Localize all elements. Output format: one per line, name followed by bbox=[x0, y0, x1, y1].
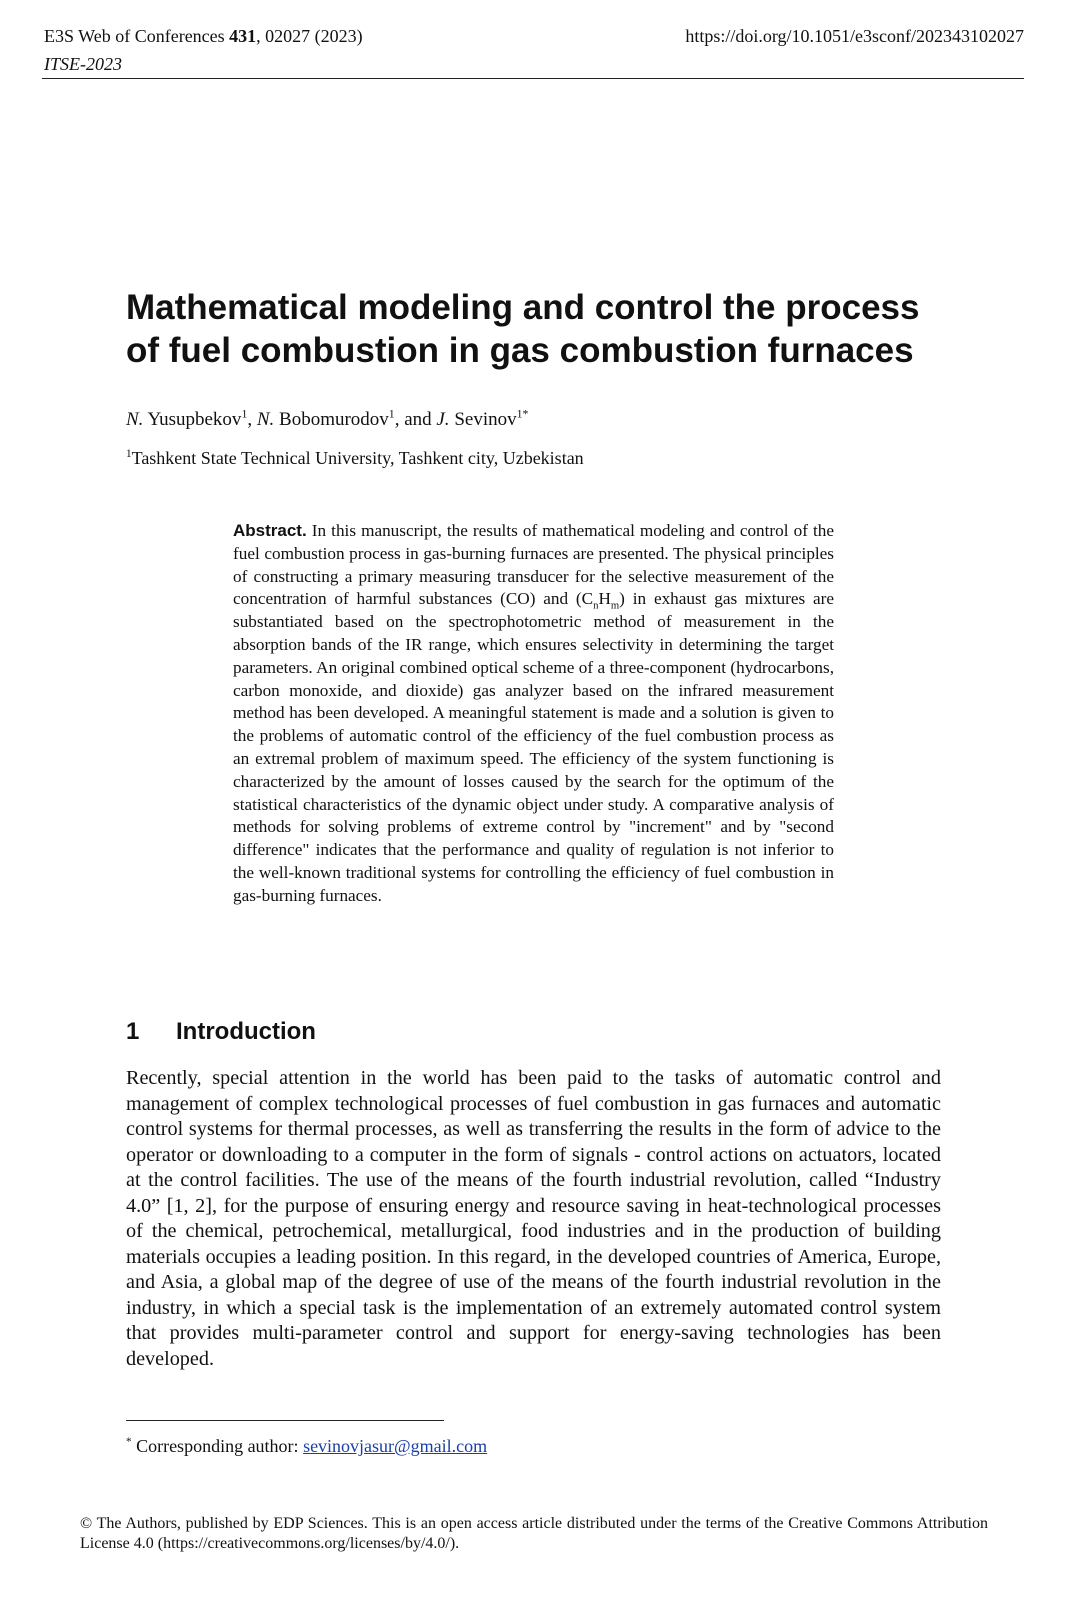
paper-title bbox=[126, 286, 986, 372]
author-2: N. Bobomurodov$^1$ bbox=[256, 407, 395, 430]
license-notice: © The Authors, published by EDP Sciences. This is an open access article distributed under the terms of the Creative Commons Attribution License 4.0 (https://creativecommons.org/licenses/by/4.0/). bbox=[80, 1515, 988, 1552]
article-number: , 02027 (2023) bbox=[256, 26, 363, 46]
section-heading-introduction bbox=[126, 1016, 316, 1048]
abstract-text-2: ) in exhaust gas mixtures are substantiated based on the spectrophotometric method of measurement in the absorption bands of the IR range, which ensures selectivity in determining the target parameters. An original combined optical scheme of a three-component (hydrocarbons, carbon monoxide, and dioxide) gas analyzer based on the infrared measurement method has been developed. A meaningful statement is made and a solution is given to the problems of automatic control of the efficiency of the fuel combustion process as an extremal problem of maximum speed. The efficiency of the system functioning is characterized by the amount of losses caused by the search for the optimum of the statistical characteristics of the dynamic object under study. A comparative analysis of methods for solving problems of extreme control by "increment" and by "second difference" indicates that the performance and quality of regulation is not inferior to the well-known traditional systems for controlling the efficiency of fuel combustion in gas-burning furnaces. bbox=[233, 589, 834, 905]
section-title: Introduction bbox=[176, 1018, 316, 1045]
conference-name: ITSE-2023 bbox=[44, 54, 122, 74]
running-header-left bbox=[44, 22, 363, 78]
footnote: * Corresponding author: sevinovjasur@gmail.com bbox=[126, 1436, 488, 1456]
journal-citation bbox=[44, 22, 363, 50]
footnote-divider bbox=[126, 1420, 444, 1421]
doi-link[interactable]: https://doi.org/10.1051/e3sconf/202343102027 bbox=[685, 26, 1024, 46]
corresponding-email-link[interactable]: sevinovjasur@gmail.com bbox=[303, 1436, 488, 1456]
author-list: N. Yusupbekov$^1$, N. Bobomurodov$^1$, and J. Sevinov$^{1*}$ bbox=[126, 407, 529, 430]
title-line-2: of fuel combustion in gas combustion furnaces bbox=[126, 331, 914, 370]
author-3: J. Sevinov$^{1*}$ bbox=[436, 407, 529, 430]
author-1: N. Yusupbekov$^1$ bbox=[126, 407, 248, 430]
title-line-1: Mathematical modeling and control the process bbox=[126, 288, 920, 327]
abstract-label: Abstract. bbox=[233, 521, 307, 540]
section-number: 1 bbox=[126, 1018, 140, 1045]
journal-name: E3S Web of Conferences bbox=[44, 26, 230, 46]
abstract-text-1: In this manuscript, the results of mathematical modeling and control of the fuel combustion process in gas-burning furnaces are presented. The physical principles of constructing a primary measuring transducer for the selective measurement of the concentration of harmful substances (CO) and (C bbox=[233, 521, 834, 609]
introduction-paragraph: Recently, special attention in the world has been paid to the tasks of automatic control and management of complex technological processes of fuel combustion in gas furnaces and automatic control systems for thermal processes, as well as transferring the results in the form of advice to the operator or downloading to a computer in the form of signals - control actions on actuators, located at the control facilities. The use of the means of the fourth industrial revolution, called “Industry 4.0” [1, 2], for the purpose of ensuring energy and resource saving in heat-technological processes of the chemical, petrochemical, metallurgical, food industries and in the production of building materials occupies a leading position. In this regard, in the developed countries of America, Europe, and Asia, a global map of the degree of use of the means of the fourth industrial revolution in the industry, in which a special task is the implementation of an extremely automated control system that provides multi-parameter control and support for energy-saving technologies has been developed. bbox=[126, 1067, 941, 1370]
abstract: Abstract. In this manuscript, the results of mathematical modeling and control of the fuel combustion process in gas-burning furnaces are presented. The physical principles of constructing a primary measuring transducer for the selective measurement of the concentration of harmful substances (CO) and $(C_nH_m)$ in exhaust gas mixtures are substantiated based on the spectrophotometric method of measurement in the absorption bands of the IR range, which ensures selectivity in determining the target parameters. An original combined optical scheme of a three-component (hydrocarbons, carbon monoxide, and dioxide) gas analyzer based on the infrared measurement method has been developed. A meaningful statement is made and a solution is given to the problems of automatic control of the efficiency of the fuel combustion process as an extremal problem of maximum speed. The efficiency of the system functioning is characterized by the amount of losses caused by the search for the optimum of the statistical characteristics of the dynamic object under study. A comparative analysis of methods for solving problems of extreme control by "increment" and by "second difference" indicates that the performance and quality of regulation is not inferior to the well-known traditional systems for controlling the efficiency of fuel combustion in gas-burning furnaces. bbox=[233, 521, 834, 905]
journal-volume: 431 bbox=[229, 26, 257, 46]
affiliation: $^1$Tashkent State Technical University, Tashkent city, Uzbekistan bbox=[126, 448, 584, 468]
header-divider bbox=[42, 78, 1024, 79]
